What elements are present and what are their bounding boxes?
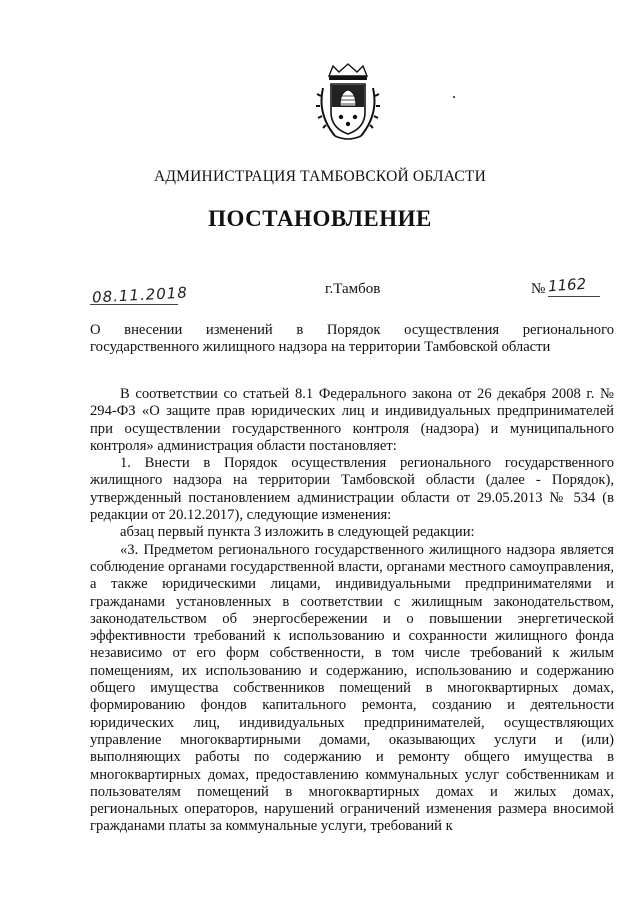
document-subject	[90, 322, 614, 356]
body-paragraph: абзац первый пункта 3 изложить в следующей редакции:	[120, 524, 475, 541]
document-type-title: ПОСТАНОВЛЕНИЕ	[208, 206, 432, 231]
organization-title: АДМИНИСТРАЦИЯ ТАМБОВСКОЙ ОБЛАСТИ	[154, 168, 486, 185]
document-city: г.Тамбов	[325, 281, 381, 297]
subject-line-2: государственного жилищного надзора на территории Тамбовской области	[90, 339, 551, 355]
document-body	[90, 386, 614, 836]
document-number: 1162	[547, 274, 587, 296]
document-date: 08.11.2018	[91, 283, 189, 307]
body-paragraph: 1. Внести в Порядок осуществления регионального государственного жилищного надзора на территории Тамбовской области (далее - Порядок), утвержденный постановлением администрации области от 29.05.2013 № 534 (в редакции от 20.12.2017), следующие изменения:	[90, 455, 614, 524]
subject-line-1: О внесении изменений в Порядок осуществления регионального	[90, 322, 614, 338]
number-underline	[548, 296, 600, 297]
document-number-label: №	[531, 281, 546, 297]
body-paragraph: «3. Предметом регионального государственного жилищного надзора является соблюдение органами государственной власти, органами местного самоуправления, а также юридическими лицами, индивидуальными предпринимателями и гражданами установленных в соответствии с жилищным законодательством, законодательством об энергосбережении и о повышении энергетической эффективности требований к использованию и сохранности жилищного фонда независимо от его форм собственности, в том числе требований к жилым помещениям, их использованию и содержанию, использованию и содержанию общего имущества собственников помещений в многоквартирных домах, формированию фондов капитального ремонта, созданию и деятельности юридических лиц, индивидуальных предпринимателей, осуществляющих управление многоквартирными домами, оказывающих услуги и (или) выполняющих работы по содержанию и ремонту общего имущества в многоквартирных домах, предоставлению коммунальных услуг собственникам и пользователям помещений в многоквартирных домах и жилых домах, региональных операторов, нарушений ограничений изменения размера вносимой гражданами платы за коммунальные услуги, требований к	[90, 541, 614, 835]
date-underline	[90, 304, 178, 305]
body-paragraph: В соответствии со статьей 8.1 Федерального закона от 26 декабря 2008 г. № 294-ФЗ «О защите прав юридических лиц и индивидуальных предпринимателей при осуществлении государственного контроля (надзора) и муниципального контроля» администрация области постановляет:	[90, 386, 614, 454]
scan-speck	[453, 96, 455, 98]
tambov-coat-of-arms-icon	[315, 62, 381, 144]
